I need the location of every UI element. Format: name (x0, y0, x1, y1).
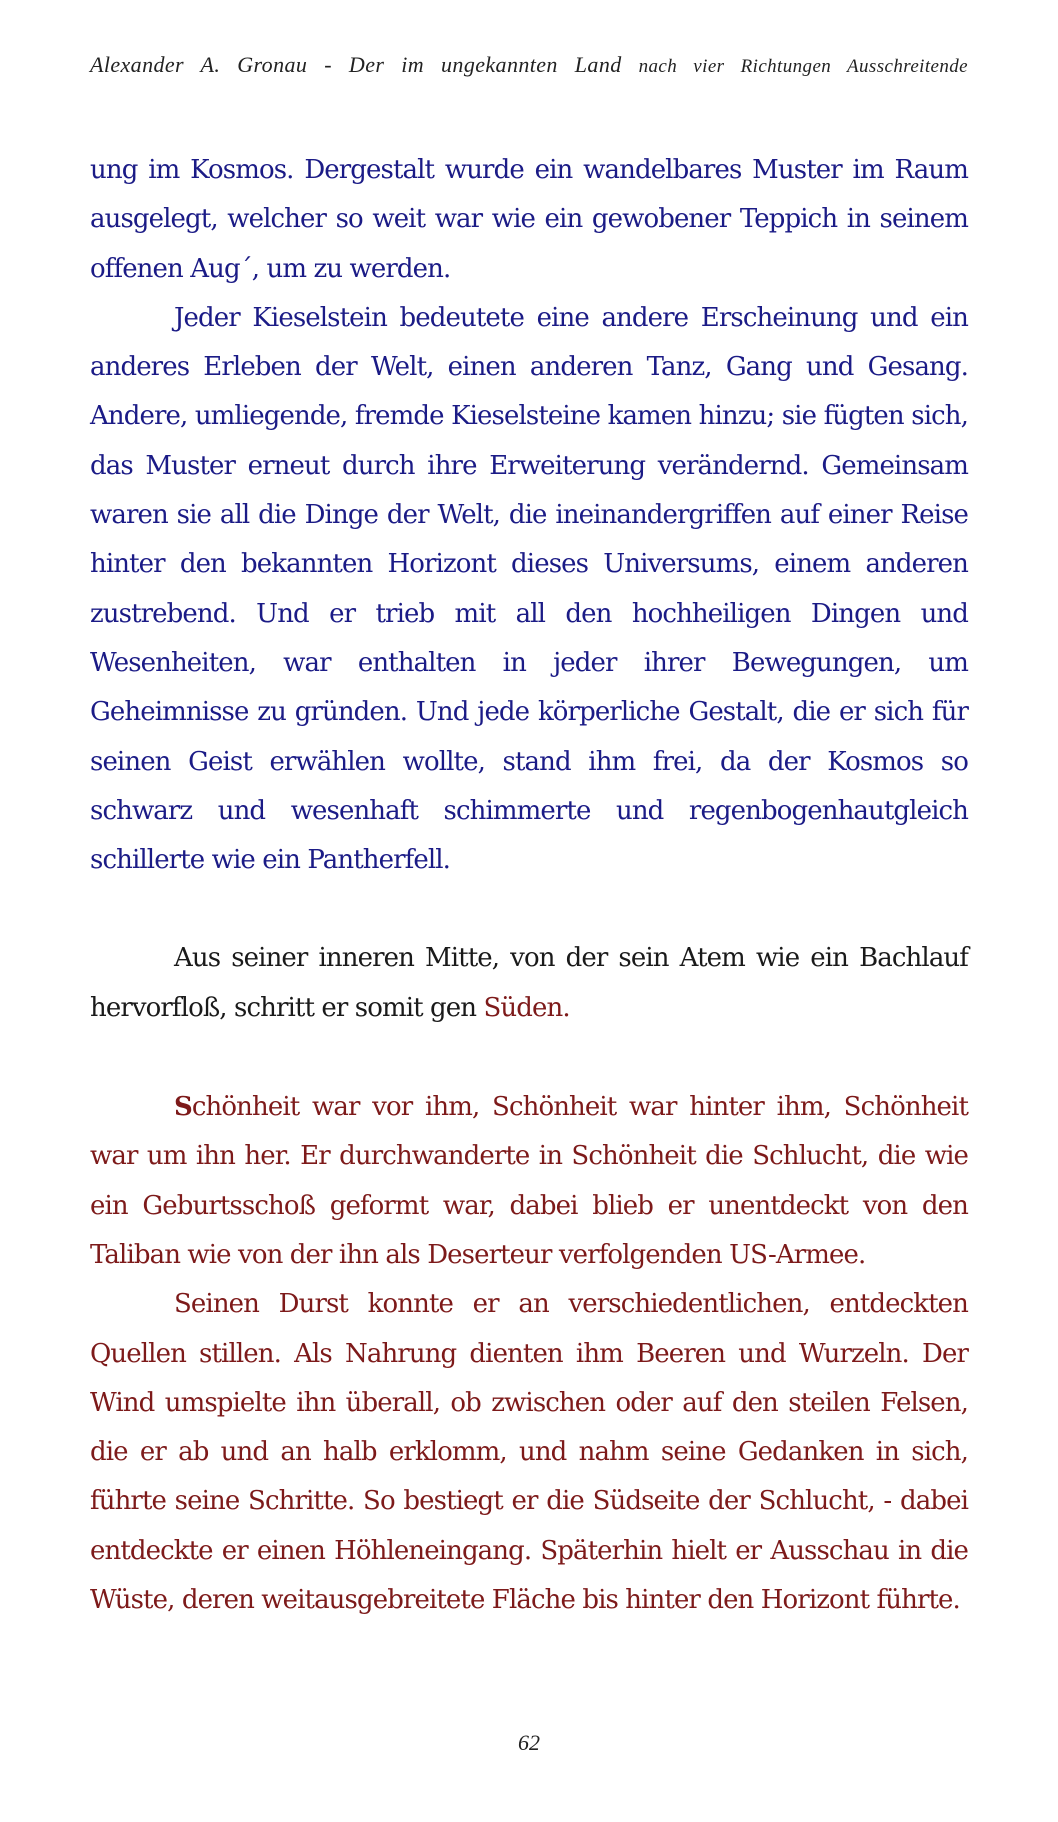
page-number: 62 (518, 1730, 540, 1755)
paragraph-beauty-text: chönheit war vor ihm, Schönheit war hinter ihm, Schönheit war um ihn her. Er durchwanderte in Schönheit die Schlucht, die wie ein Geburtsschoß geformt war, dabei blieb er unentdeckt von den Taliban wie von der ihn als Deserteur verfolgenden US-Armee. (90, 1092, 968, 1270)
paragraph-inner-center-text: Aus seiner inneren Mitte, von der sein Atem wie ein Bachlauf hervorfloß, schritt er somit gen (90, 943, 968, 1023)
body-text (90, 146, 968, 1625)
direction-south: Süden. (483, 992, 570, 1023)
running-header (90, 52, 968, 78)
paragraph-beauty (90, 1083, 968, 1280)
paragraph-inner-center (90, 934, 968, 1033)
header-title-main: Der im ungekannten Land (348, 52, 622, 77)
paragraph-cosmos-pattern: ung im Kosmos. Dergestalt wurde ein wandelbares Muster im Raum ausgelegt, welcher so weit war wie ein gewobener Teppich in seinem offenen Aug´, um zu werden. (90, 155, 968, 284)
initial-letter: S (174, 1092, 192, 1123)
header-title-sub: nach vier Richtungen Ausschreitende (638, 56, 968, 77)
header-author: Alexander A. Gronau (90, 52, 308, 77)
paragraph-thirst: Seinen Durst konnte er an verschiedentlichen, entdeckten Quellen stillen. Als Nahrung dienten ihm Beeren und Wurzeln. Der Wind umspielte ihn überall, ob zwischen oder auf den steilen Felsen, die er ab und an halb erklomm, und nahm seine Gedanken in sich, führte seine Schritte. So bestiegt er die Südseite der Schlucht, - dabei entdeckte er einen Höhleneingang. Späterhin hielt er Ausschau in die Wüste, deren weitausgebreitete Fläche bis hinter den Horizont führte. (90, 1289, 968, 1616)
header-separator: - (324, 52, 332, 77)
paragraph-pebbles: Jeder Kieselstein bedeutete eine andere Erscheinung und ein anderes Erleben der Welt, einen anderen Tanz, Gang und Gesang. Andere, umliegende, fremde Kieselsteine kamen hinzu; sie fügten sich, das Muster erneut durch ihre Erweiterung verändernd. Gemeinsam waren sie all die Dinge der Welt, die ineinandergriffen auf einer Reise hinter den bekannten Horizont dieses Universums, einem anderen zustrebend. Und er trieb mit all den hochheiligen Dingen und Wesenheiten, war enthalten in jeder ihrer Bewegungen, um Geheimnisse zu gründen. Und jede körperliche Gestalt, die er sich für seinen Geist erwählen wollte, stand ihm frei, da der Kosmos so schwarz und wesenhaft schimmerte und regenbogenhautgleich schillerte wie ein Pantherfell. (90, 302, 968, 876)
